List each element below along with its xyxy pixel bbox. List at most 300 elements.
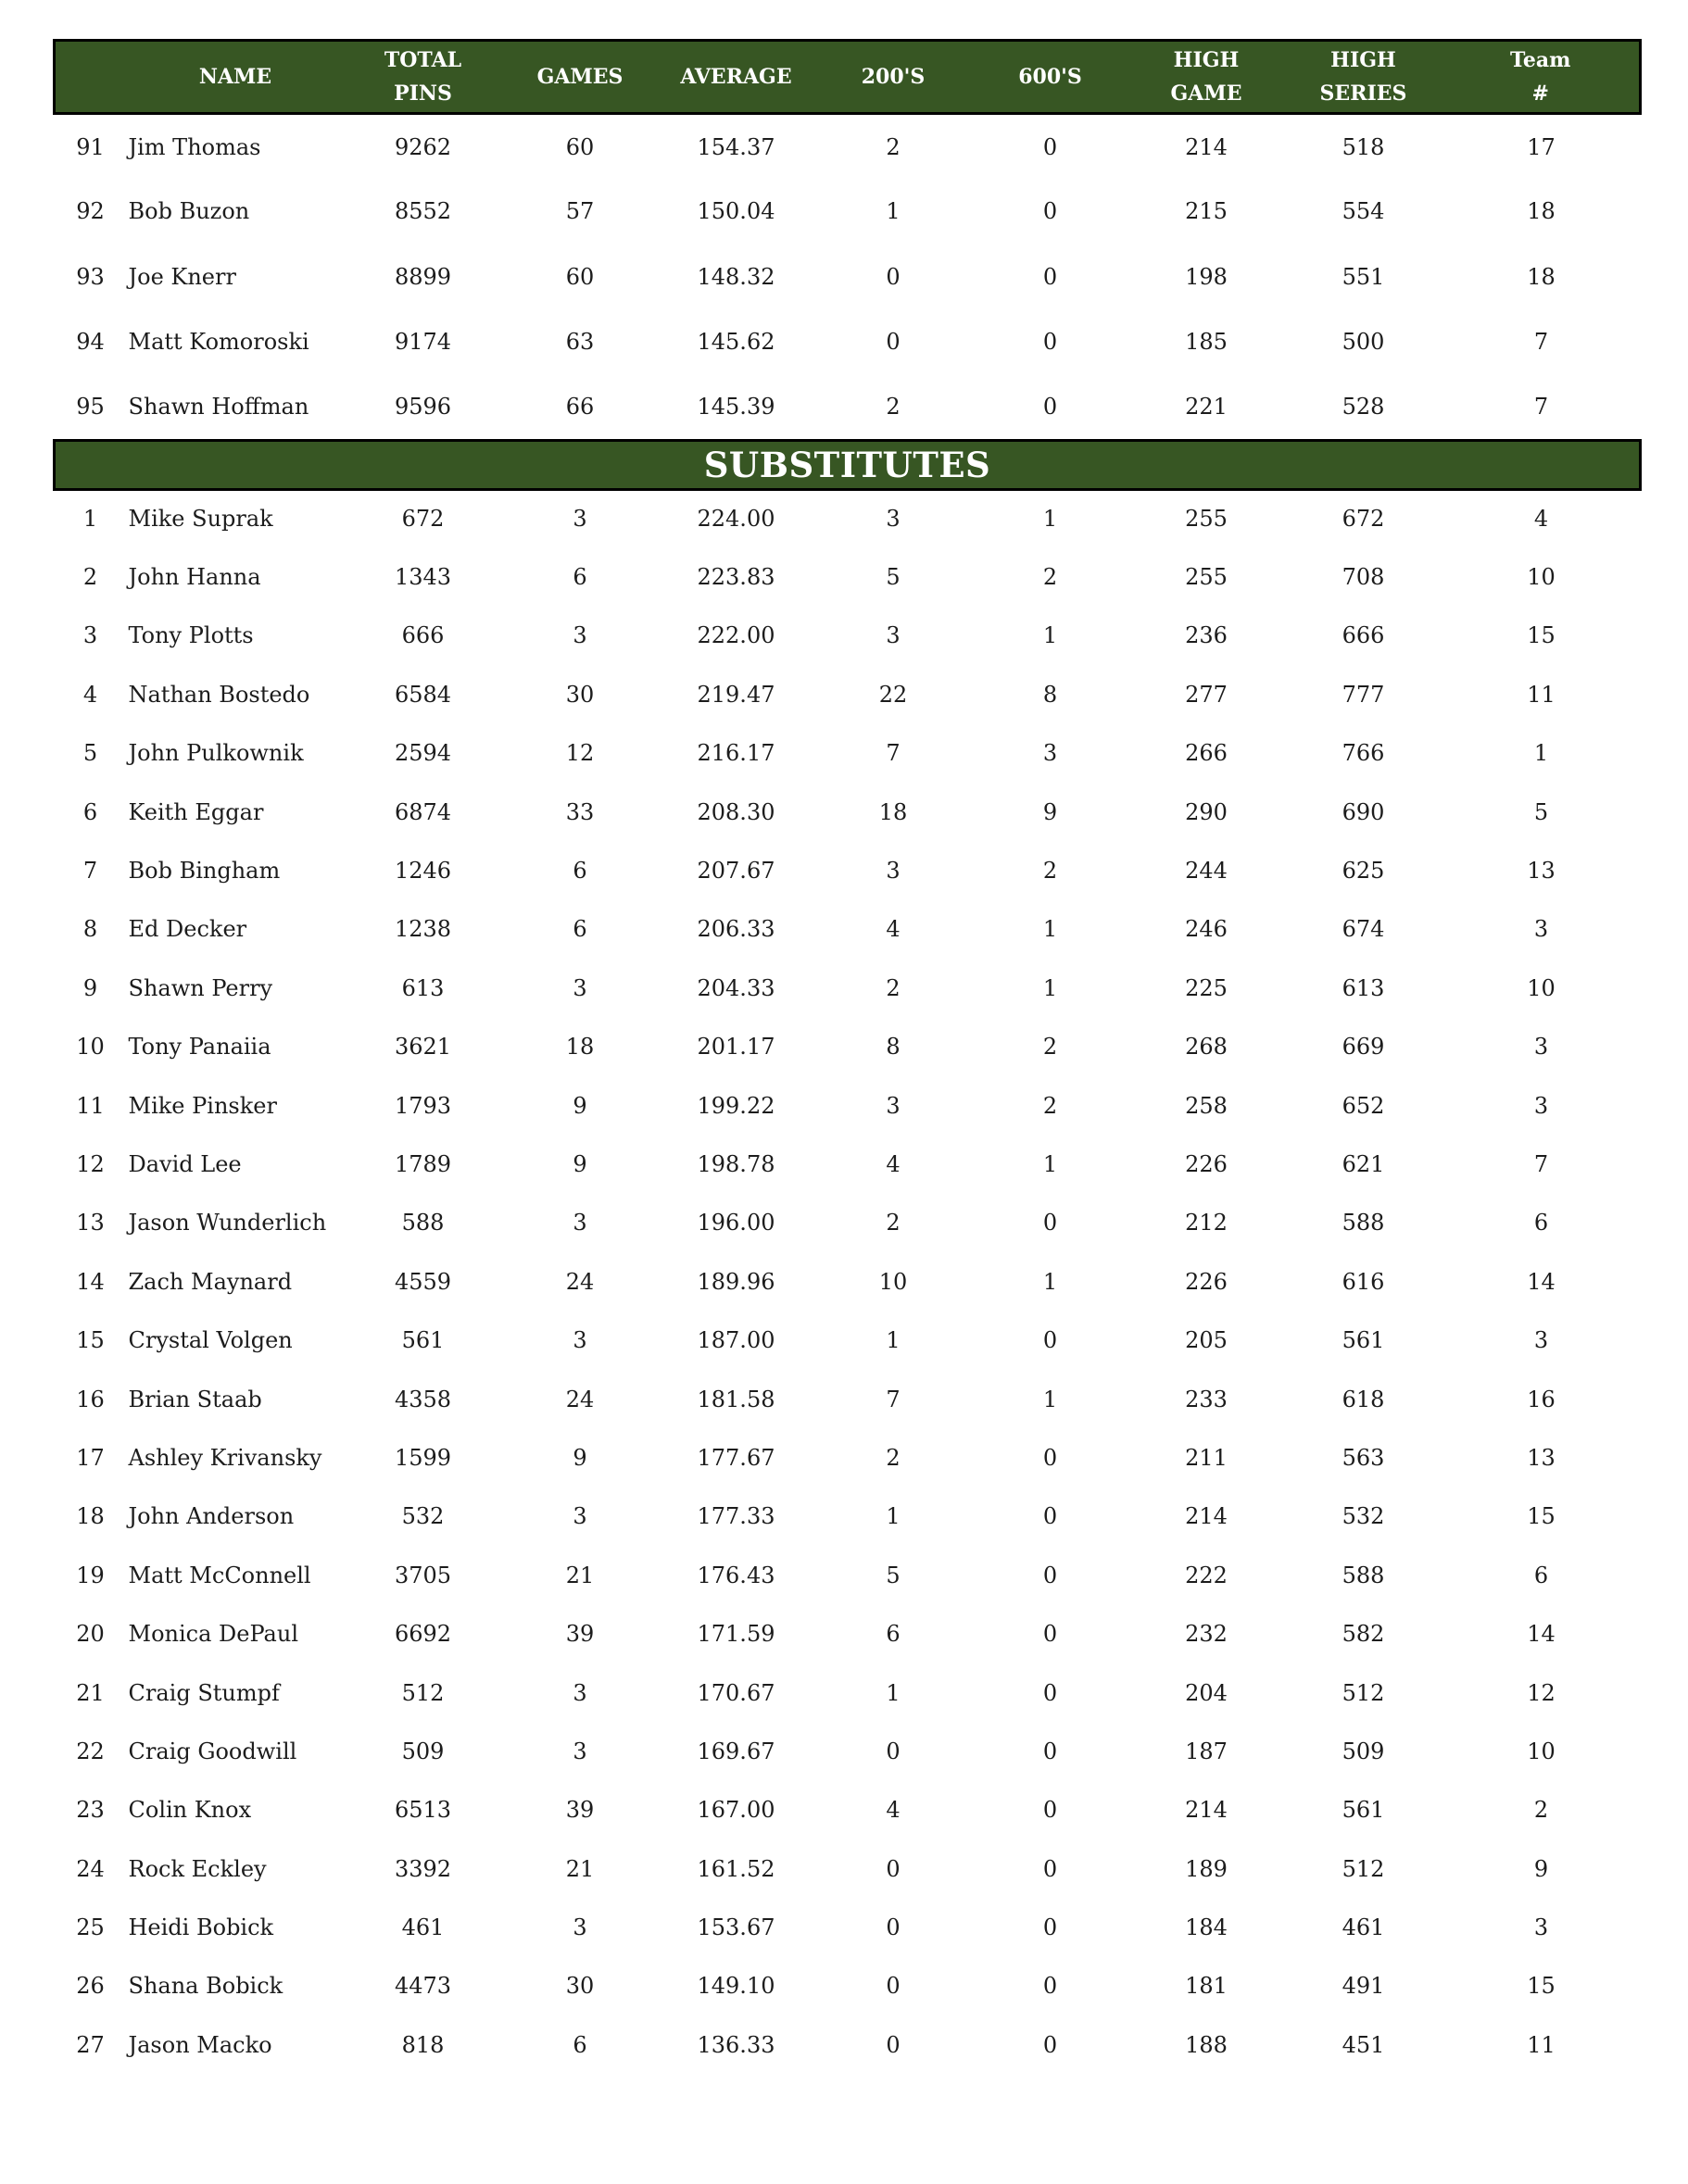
cell-600s: 0 <box>1042 263 1058 290</box>
cell-high-game: 214 <box>1185 1797 1228 1824</box>
cell-games: 3 <box>573 1914 587 1941</box>
cell-rank: 91 <box>76 133 105 160</box>
table-row <box>55 665 1641 723</box>
cell-games: 3 <box>573 506 587 533</box>
cell-average: 206.33 <box>697 916 775 943</box>
cell-games: 3 <box>573 1503 587 1530</box>
cell-team: 16 <box>1527 1386 1556 1412</box>
cell-high-series: 672 <box>1342 506 1385 533</box>
cell-200s: 3 <box>886 1092 901 1119</box>
cell-600s: 0 <box>1042 1210 1058 1236</box>
cell-name: John Hanna <box>128 564 261 591</box>
cell-200s: 0 <box>886 1914 901 1941</box>
cell-total-pins: 1343 <box>394 564 452 591</box>
cell-high-series: 690 <box>1342 798 1385 825</box>
cell-total-pins: 9262 <box>394 133 452 160</box>
cell-high-game: 185 <box>1185 329 1228 356</box>
cell-200s: 2 <box>886 133 901 160</box>
cell-average: 177.33 <box>697 1503 775 1530</box>
cell-total-pins: 2594 <box>394 740 452 767</box>
cell-games: 60 <box>565 133 595 160</box>
cell-average: 177.67 <box>697 1444 775 1471</box>
cell-average: 219.47 <box>697 681 775 708</box>
cell-average: 150.04 <box>697 198 775 225</box>
cell-average: 224.00 <box>697 506 775 533</box>
cell-200s: 1 <box>886 1679 901 1706</box>
cell-200s: 7 <box>886 740 901 767</box>
cell-rank: 9 <box>82 974 98 1001</box>
cell-high-series: 561 <box>1342 1797 1385 1824</box>
table-row <box>55 1722 1641 1780</box>
cell-200s: 2 <box>886 394 901 420</box>
cell-name: Shawn Hoffman <box>128 394 309 420</box>
cell-600s: 0 <box>1042 1797 1058 1824</box>
header-team-line1: Team <box>1510 48 1571 72</box>
cell-name: Nathan Bostedo <box>128 681 310 708</box>
cell-average: 189.96 <box>697 1268 775 1295</box>
cell-team: 3 <box>1533 916 1549 943</box>
cell-games: 3 <box>573 622 587 649</box>
cell-high-game: 268 <box>1185 1034 1228 1061</box>
table-row <box>55 375 1641 441</box>
cell-rank: 4 <box>82 681 98 708</box>
header-high-series <box>1285 41 1442 114</box>
cell-total-pins: 4559 <box>394 1268 452 1295</box>
cell-high-series: 500 <box>1342 329 1385 356</box>
cell-high-game: 181 <box>1185 1973 1228 2000</box>
table-row <box>55 783 1641 841</box>
cell-name: Jason Wunderlich <box>128 1210 327 1236</box>
cell-total-pins: 672 <box>401 506 445 533</box>
table-row <box>55 841 1641 899</box>
cell-rank: 22 <box>76 1738 105 1764</box>
cell-200s: 4 <box>886 916 901 943</box>
cell-team: 5 <box>1533 798 1549 825</box>
cell-total-pins: 9174 <box>394 329 452 356</box>
cell-200s: 10 <box>878 1268 908 1295</box>
table-row <box>55 547 1641 606</box>
cell-high-game: 226 <box>1185 1150 1228 1177</box>
cell-200s: 3 <box>886 506 901 533</box>
cell-team: 12 <box>1527 1679 1556 1706</box>
bowling-standings-table <box>53 39 1642 2075</box>
table-row <box>55 1487 1641 1546</box>
cell-high-game: 187 <box>1185 1738 1228 1764</box>
cell-rank: 2 <box>82 564 98 591</box>
cell-600s: 0 <box>1042 1855 1058 1882</box>
cell-average: 171.59 <box>697 1621 775 1648</box>
cell-average: 148.32 <box>697 263 775 290</box>
cell-high-series: 588 <box>1342 1210 1385 1236</box>
cell-600s: 0 <box>1042 133 1058 160</box>
cell-average: 167.00 <box>697 1797 775 1824</box>
cell-600s: 0 <box>1042 198 1058 225</box>
cell-200s: 7 <box>886 1386 901 1412</box>
cell-team: 7 <box>1533 1150 1549 1177</box>
cell-total-pins: 588 <box>401 1210 445 1236</box>
cell-name: Mike Pinsker <box>128 1092 277 1119</box>
cell-average: 199.22 <box>697 1092 775 1119</box>
cell-200s: 2 <box>886 1444 901 1471</box>
cell-200s: 0 <box>886 1973 901 2000</box>
cell-rank: 92 <box>76 198 105 225</box>
cell-games: 30 <box>565 681 595 708</box>
cell-average: 145.39 <box>697 394 775 420</box>
cell-games: 33 <box>565 798 595 825</box>
cell-team: 2 <box>1533 1797 1549 1824</box>
table-row <box>55 489 1641 547</box>
cell-high-game: 214 <box>1185 133 1228 160</box>
cell-600s: 8 <box>1042 681 1058 708</box>
cell-games: 9 <box>573 1150 587 1177</box>
cell-rank: 13 <box>76 1210 105 1236</box>
cell-high-game: 225 <box>1185 974 1228 1001</box>
cell-high-series: 551 <box>1342 263 1385 290</box>
cell-rank: 16 <box>76 1386 105 1412</box>
cell-rank: 8 <box>82 916 98 943</box>
cell-team: 7 <box>1533 329 1549 356</box>
cell-name: Jim Thomas <box>128 133 261 160</box>
cell-games: 6 <box>573 916 587 943</box>
header-games: GAMES <box>502 41 659 114</box>
cell-200s: 6 <box>886 1621 901 1648</box>
table-row <box>55 1076 1641 1135</box>
cell-team: 15 <box>1527 1503 1556 1530</box>
cell-200s: 3 <box>886 622 901 649</box>
cell-name: Zach Maynard <box>128 1268 293 1295</box>
cell-high-series: 652 <box>1342 1092 1385 1119</box>
cell-200s: 2 <box>886 1210 901 1236</box>
cell-600s: 0 <box>1042 329 1058 356</box>
cell-games: 3 <box>573 1210 587 1236</box>
cell-name: Brian Staab <box>128 1386 262 1412</box>
cell-600s: 0 <box>1042 1621 1058 1648</box>
cell-team: 10 <box>1527 1738 1556 1764</box>
cell-rank: 1 <box>82 506 98 533</box>
cell-name: Rock Eckley <box>128 1855 267 1882</box>
cell-rank: 18 <box>76 1503 105 1530</box>
cell-total-pins: 6874 <box>394 798 452 825</box>
cell-high-series: 461 <box>1342 1914 1385 1941</box>
cell-games: 24 <box>565 1386 595 1412</box>
cell-rank: 14 <box>76 1268 105 1295</box>
header-200s: 200'S <box>814 41 973 114</box>
cell-high-series: 618 <box>1342 1386 1385 1412</box>
cell-average: 187.00 <box>697 1327 775 1354</box>
cell-rank: 17 <box>76 1444 105 1471</box>
header-rank <box>55 41 127 114</box>
cell-600s: 3 <box>1042 740 1058 767</box>
cell-high-series: 561 <box>1342 1327 1385 1354</box>
cell-high-series: 674 <box>1342 916 1385 943</box>
cell-total-pins: 8899 <box>394 263 452 290</box>
cell-team: 3 <box>1533 1092 1549 1119</box>
table-row <box>55 900 1641 959</box>
cell-600s: 0 <box>1042 1679 1058 1706</box>
table-row <box>55 1957 1641 2015</box>
cell-name: Ashley Krivansky <box>128 1444 322 1471</box>
cell-average: 204.33 <box>697 974 775 1001</box>
cell-games: 63 <box>565 329 595 356</box>
cell-600s: 2 <box>1042 858 1058 885</box>
cell-average: 223.83 <box>697 564 775 591</box>
table-row <box>55 1428 1641 1487</box>
cell-600s: 0 <box>1042 1562 1058 1588</box>
cell-total-pins: 1599 <box>394 1444 452 1471</box>
cell-games: 30 <box>565 1973 595 2000</box>
cell-rank: 3 <box>82 622 98 649</box>
table-row <box>55 1898 1641 1956</box>
cell-total-pins: 666 <box>401 622 445 649</box>
cell-name: Jason Macko <box>128 2031 272 2058</box>
cell-high-game: 212 <box>1185 1210 1228 1236</box>
cell-games: 3 <box>573 1679 587 1706</box>
cell-total-pins: 1238 <box>394 916 452 943</box>
cell-name: Tony Plotts <box>128 622 254 649</box>
cell-name: Bob Buzon <box>128 198 250 225</box>
cell-high-game: 232 <box>1185 1621 1228 1648</box>
cell-team: 14 <box>1527 1268 1556 1295</box>
cell-total-pins: 6584 <box>394 681 452 708</box>
substitutes-heading: SUBSTITUTES <box>55 440 1641 489</box>
cell-200s: 1 <box>886 1327 901 1354</box>
table-row <box>55 1252 1641 1311</box>
cell-total-pins: 1789 <box>394 1150 452 1177</box>
regular-bowlers-body <box>55 114 1641 441</box>
cell-600s: 0 <box>1042 1738 1058 1764</box>
cell-average: 149.10 <box>697 1973 775 2000</box>
cell-rank: 11 <box>76 1092 105 1119</box>
cell-rank: 25 <box>76 1914 105 1941</box>
cell-rank: 26 <box>76 1973 105 2000</box>
cell-high-game: 244 <box>1185 858 1228 885</box>
cell-200s: 8 <box>886 1034 901 1061</box>
table-row <box>55 1194 1641 1252</box>
cell-600s: 1 <box>1042 1268 1058 1295</box>
cell-high-game: 214 <box>1185 1503 1228 1530</box>
cell-600s: 2 <box>1042 1092 1058 1119</box>
cell-600s: 0 <box>1042 1327 1058 1354</box>
cell-team: 15 <box>1527 622 1556 649</box>
cell-average: 136.33 <box>697 2031 775 2058</box>
cell-team: 14 <box>1527 1621 1556 1648</box>
cell-200s: 4 <box>886 1150 901 1177</box>
cell-rank: 94 <box>76 329 105 356</box>
cell-team: 10 <box>1527 564 1556 591</box>
cell-200s: 0 <box>886 263 901 290</box>
cell-rank: 20 <box>76 1621 105 1648</box>
cell-high-series: 666 <box>1342 622 1385 649</box>
cell-total-pins: 3621 <box>394 1034 452 1061</box>
cell-average: 161.52 <box>697 1855 775 1882</box>
cell-high-series: 616 <box>1342 1268 1385 1295</box>
header-total-pins-line1: TOTAL <box>384 48 462 72</box>
cell-high-game: 290 <box>1185 798 1228 825</box>
cell-team: 17 <box>1527 133 1556 160</box>
cell-name: Craig Stumpf <box>128 1679 280 1706</box>
cell-team: 18 <box>1527 263 1556 290</box>
cell-high-series: 766 <box>1342 740 1385 767</box>
cell-games: 9 <box>573 1092 587 1119</box>
cell-total-pins: 509 <box>401 1738 445 1764</box>
cell-high-series: 509 <box>1342 1738 1385 1764</box>
table-row <box>55 2015 1641 2074</box>
cell-games: 39 <box>565 1621 595 1648</box>
cell-high-game: 236 <box>1185 622 1228 649</box>
cell-name: Heidi Bobick <box>128 1914 274 1941</box>
standings-sheet <box>53 39 1639 2075</box>
cell-total-pins: 561 <box>401 1327 445 1354</box>
table-row <box>55 1604 1641 1663</box>
cell-name: Shawn Perry <box>128 974 273 1001</box>
cell-name: Bob Bingham <box>128 858 281 885</box>
cell-600s: 1 <box>1042 1386 1058 1412</box>
cell-600s: 2 <box>1042 1034 1058 1061</box>
header-high-series-line2: SERIES <box>1319 82 1407 106</box>
cell-high-series: 518 <box>1342 133 1385 160</box>
header-total-pins <box>345 41 502 114</box>
cell-600s: 0 <box>1042 394 1058 420</box>
cell-team: 3 <box>1533 1327 1549 1354</box>
cell-rank: 21 <box>76 1679 105 1706</box>
cell-high-game: 226 <box>1185 1268 1228 1295</box>
cell-name: Craig Goodwill <box>128 1738 297 1764</box>
cell-team: 3 <box>1533 1914 1549 1941</box>
cell-total-pins: 9596 <box>394 394 452 420</box>
cell-team: 13 <box>1527 1444 1556 1471</box>
cell-games: 39 <box>565 1797 595 1824</box>
cell-600s: 1 <box>1042 916 1058 943</box>
cell-name: Matt McConnell <box>128 1562 311 1588</box>
cell-rank: 7 <box>82 858 98 885</box>
cell-high-game: 215 <box>1185 198 1228 225</box>
cell-games: 6 <box>573 564 587 591</box>
cell-average: 170.67 <box>697 1679 775 1706</box>
cell-200s: 0 <box>886 1738 901 1764</box>
cell-high-game: 204 <box>1185 1679 1228 1706</box>
cell-total-pins: 461 <box>401 1914 445 1941</box>
cell-team: 6 <box>1533 1562 1549 1588</box>
cell-average: 181.58 <box>697 1386 775 1412</box>
cell-600s: 2 <box>1042 564 1058 591</box>
header-total-pins-line2: PINS <box>394 82 452 106</box>
cell-games: 21 <box>565 1855 595 1882</box>
cell-high-game: 188 <box>1185 2031 1228 2058</box>
cell-team: 11 <box>1527 2031 1556 2058</box>
cell-name: John Pulkownik <box>128 740 304 767</box>
table-row <box>55 179 1641 245</box>
cell-total-pins: 818 <box>401 2031 445 2058</box>
header-high-game <box>1128 41 1285 114</box>
cell-high-game: 198 <box>1185 263 1228 290</box>
cell-average: 154.37 <box>697 133 775 160</box>
cell-total-pins: 4473 <box>394 1973 452 2000</box>
cell-team: 11 <box>1527 681 1556 708</box>
table-row <box>55 1370 1641 1428</box>
cell-200s: 3 <box>886 858 901 885</box>
cell-total-pins: 1246 <box>394 858 452 885</box>
cell-200s: 4 <box>886 1797 901 1824</box>
cell-high-series: 563 <box>1342 1444 1385 1471</box>
cell-games: 3 <box>573 1738 587 1764</box>
cell-average: 222.00 <box>697 622 775 649</box>
cell-team: 4 <box>1533 506 1549 533</box>
cell-high-game: 222 <box>1185 1562 1228 1588</box>
cell-200s: 5 <box>886 1562 901 1588</box>
cell-games: 12 <box>565 740 595 767</box>
cell-games: 18 <box>565 1034 595 1061</box>
cell-name: Monica DePaul <box>128 1621 298 1648</box>
table-row <box>55 959 1641 1017</box>
cell-team: 6 <box>1533 1210 1549 1236</box>
cell-average: 216.17 <box>697 740 775 767</box>
cell-name: Tony Panaiia <box>128 1034 271 1061</box>
cell-name: Ed Decker <box>128 916 247 943</box>
cell-games: 6 <box>573 2031 587 2058</box>
substitutes-section-row <box>55 440 1641 489</box>
cell-600s: 0 <box>1042 1503 1058 1530</box>
cell-high-game: 184 <box>1185 1914 1228 1941</box>
column-header-row <box>55 41 1641 114</box>
cell-total-pins: 3392 <box>394 1855 452 1882</box>
cell-average: 169.67 <box>697 1738 775 1764</box>
cell-high-series: 528 <box>1342 394 1385 420</box>
cell-total-pins: 532 <box>401 1503 445 1530</box>
cell-600s: 0 <box>1042 1914 1058 1941</box>
cell-rank: 6 <box>82 798 98 825</box>
cell-high-series: 625 <box>1342 858 1385 885</box>
table-row <box>55 1135 1641 1193</box>
cell-rank: 27 <box>76 2031 105 2058</box>
cell-team: 10 <box>1527 974 1556 1001</box>
cell-total-pins: 613 <box>401 974 445 1001</box>
cell-name: Colin Knox <box>128 1797 252 1824</box>
cell-high-series: 777 <box>1342 681 1385 708</box>
cell-200s: 5 <box>886 564 901 591</box>
cell-high-game: 205 <box>1185 1327 1228 1354</box>
cell-total-pins: 512 <box>401 1679 445 1706</box>
table-row <box>55 1781 1641 1839</box>
header-team <box>1442 41 1641 114</box>
cell-games: 60 <box>565 263 595 290</box>
cell-average: 198.78 <box>697 1150 775 1177</box>
cell-name: David Lee <box>128 1150 242 1177</box>
cell-high-game: 277 <box>1185 681 1228 708</box>
substitutes-body <box>55 489 1641 2075</box>
table-row <box>55 1311 1641 1369</box>
cell-name: Keith Eggar <box>128 798 264 825</box>
cell-average: 145.62 <box>697 329 775 356</box>
cell-rank: 93 <box>76 263 105 290</box>
table-row <box>55 1546 1641 1604</box>
cell-rank: 19 <box>76 1562 105 1588</box>
cell-rank: 10 <box>76 1034 105 1061</box>
cell-total-pins: 6513 <box>394 1797 452 1824</box>
cell-200s: 18 <box>878 798 908 825</box>
cell-high-game: 221 <box>1185 394 1228 420</box>
table-row <box>55 607 1641 665</box>
cell-rank: 24 <box>76 1855 105 1882</box>
cell-high-series: 613 <box>1342 974 1385 1001</box>
cell-games: 3 <box>573 1327 587 1354</box>
cell-name: Joe Knerr <box>128 263 236 290</box>
cell-average: 196.00 <box>697 1210 775 1236</box>
cell-600s: 1 <box>1042 506 1058 533</box>
cell-games: 66 <box>565 394 595 420</box>
cell-games: 57 <box>565 198 595 225</box>
cell-600s: 9 <box>1042 798 1058 825</box>
cell-team: 3 <box>1533 1034 1549 1061</box>
